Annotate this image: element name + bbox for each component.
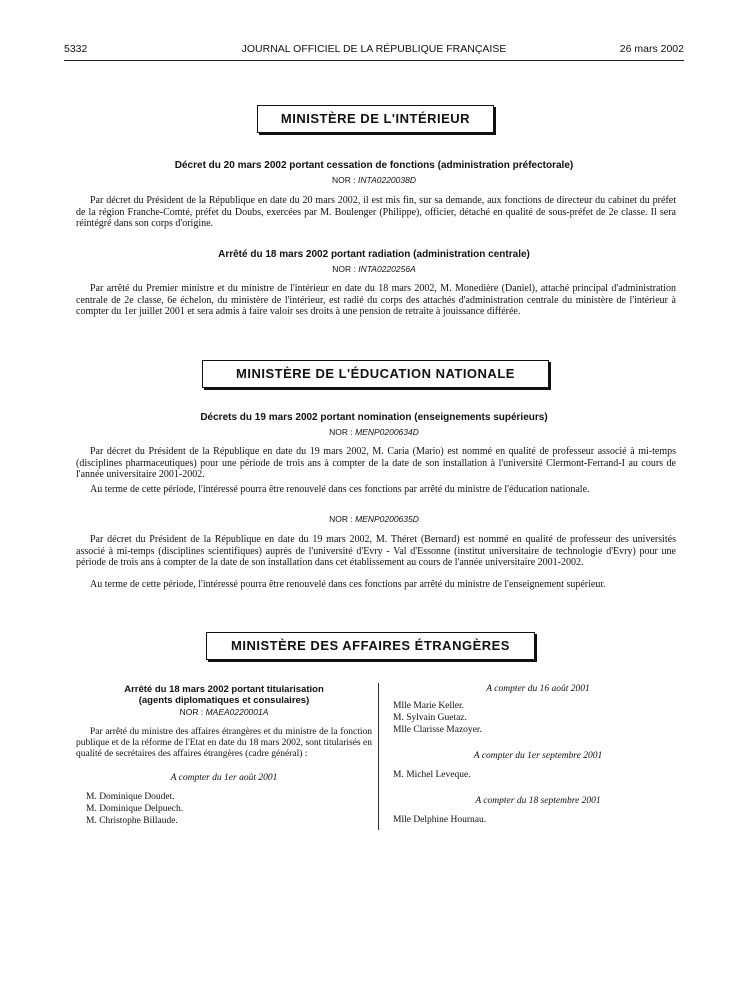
list-item: M. Dominique Delpuech. <box>86 804 184 814</box>
group1-label: A compter du 1er août 2001 <box>170 773 278 783</box>
group2-label: A compter du 16 août 2001 <box>486 684 590 694</box>
journal-title: JOURNAL OFFICIEL DE LA RÉPUBLIQUE FRANÇAISE <box>241 43 507 55</box>
titularisation-title-line1: Arrêté du 18 mars 2002 portant titularisation <box>124 684 324 695</box>
titularisation-text: Par arrêté du ministre des affaires étrangères et du ministre de la fonction publique et de la réforme de l'Etat en date du 18 mars 2002, sont titularisés en qualité de secrétaires des affaires étrangères (cadre général) : <box>76 727 372 759</box>
list-item: M. Michel Leveque. <box>393 770 471 780</box>
list-item: M. Dominique Doudet. <box>86 792 175 802</box>
titularisation-nor: NOR : MAEA0220001A <box>179 707 269 717</box>
list-item: Mlle Delphine Hournau. <box>393 815 487 825</box>
group4-label: A compter du 18 septembre 2001 <box>475 796 601 806</box>
decret-caria-text: Par décret du Président de la République en date du 19 mars 2002, M. Caria (Mario) est nommé en qualité de professeur associé à mi-temps (disciplines pharmaceutiques) pour une période de trois ans à compter de la date de son installation à l'université Clermont-Ferrand-I au cours de l'année universitaire 2001-2002. <box>76 446 676 480</box>
decret-caria-nor: NOR : MENP0200634D <box>329 427 419 437</box>
list-item: Mlle Marie Keller. <box>393 701 464 711</box>
decret-title: Décret du 20 mars 2002 portant cessation de fonctions (administration préfectorale) <box>174 160 574 171</box>
arrete-radiation-text: Par arrêté du Premier ministre et du ministre de l'intérieur en date du 18 mars 2002, M. Monedière (Daniel), attaché principal d'administration centrale de 2e classe, 6e échelon, du ministère de l'intérieur, est radié du corps des attachés d'administration centrale du ministère de l'intérieur à compter du 1er juillet 2001 et sera admis à faire valoir ses droits à une pension de retraite à jouissance différée. <box>76 283 676 317</box>
page-number: 5332 <box>64 43 88 55</box>
group3-label: A compter du 1er septembre 2001 <box>473 751 603 761</box>
group3-list <box>393 769 683 781</box>
arrete-radiation-title: Arrêté du 18 mars 2002 portant radiation (administration centrale) <box>218 249 530 260</box>
decret-text: Par décret du Président de la République en date du 20 mars 2002, il est mis fin, sur sa demande, aux fonctions de directeur du cabinet du préfet de la région Franche-Comté, préfet du Doubs, exercées par M. Boulenger (Philippe), officier, détaché en qualité de sous-préfet de 2e classe. Il sera réintégré dans son corps d'origine. <box>76 195 676 229</box>
group1-list <box>76 791 372 827</box>
group2-list <box>393 700 683 736</box>
decret-caria-renewal: Au terme de cette période, l'intéressé pourra être renouvelé dans ces fonctions par arrêté du ministre de l'éducation nationale. <box>90 484 590 495</box>
ministry-heading-affaires: MINISTÈRE DES AFFAIRES ÉTRANGÈRES <box>206 632 535 660</box>
list-item: M. Christophe Billaude. <box>86 816 178 826</box>
decret-theret-nor: NOR : MENP0200635D <box>329 514 419 524</box>
group4-list <box>393 814 683 826</box>
list-item: M. Sylvain Guetaz. <box>393 713 467 723</box>
ministry-heading-education: MINISTÈRE DE L'ÉDUCATION NATIONALE <box>202 360 549 388</box>
issue-date: 26 mars 2002 <box>619 43 684 55</box>
header-rule <box>64 60 684 61</box>
column-divider <box>378 683 379 830</box>
decret-theret-text: Par décret du Président de la République en date du 19 mars 2002, M. Théret (Bernard) est nommé en qualité de professeur des universités associé à mi-temps (disciplines scientifiques) auprès de l'université d'Evry - Val d'Essonne (institut universitaire de technologie d'Evry) pour une période de trois ans à compter de la date de son installation dans cet établissement au cours de l'année universitaire 2001-2002. <box>76 534 676 568</box>
decret-nor: NOR : INTA0220038D <box>332 175 416 185</box>
decret-theret-renewal: Au terme de cette période, l'intéressé pourra être renouvelé dans ces fonctions par arrêté du ministre de l'enseignement supérieur. <box>90 579 606 590</box>
ministry-heading-interieur: MINISTÈRE DE L'INTÉRIEUR <box>257 105 494 133</box>
decrets-nomination-title: Décrets du 19 mars 2002 portant nomination (enseignements supérieurs) <box>200 412 548 423</box>
titularisation-column-left <box>76 684 372 827</box>
arrete-radiation-nor: NOR : INTA0220256A <box>332 264 416 274</box>
titularisation-title-line2: (agents diplomatiques et consulaires) <box>138 695 310 706</box>
titularisation-column-right <box>393 684 683 826</box>
list-item: Mlle Clarisse Mazoyer. <box>393 725 482 735</box>
